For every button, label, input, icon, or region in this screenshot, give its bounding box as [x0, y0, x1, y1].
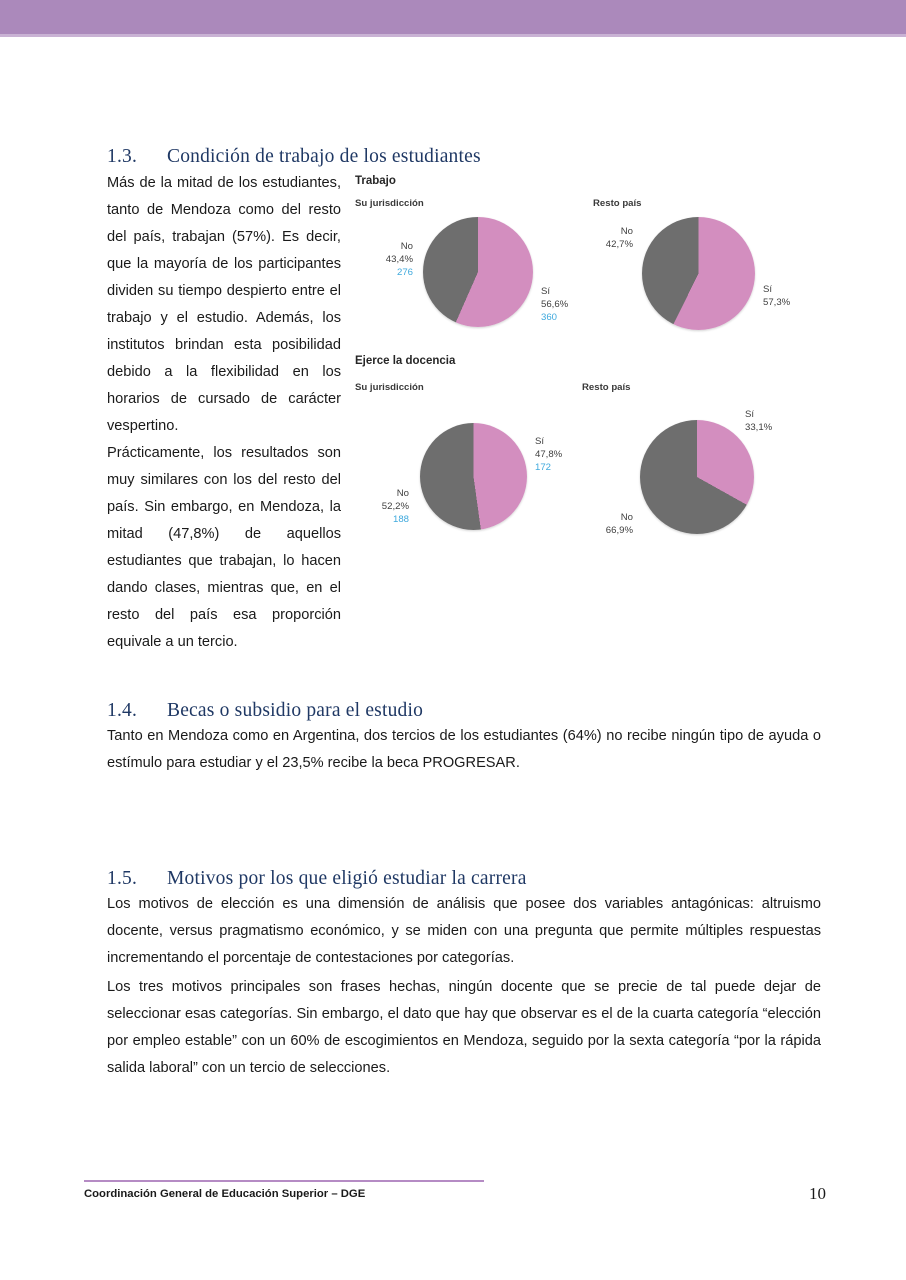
chart-group-title-docencia: Ejerce la docencia [355, 355, 456, 367]
paragraph-1-3-b: Prácticamente, los resultados son muy similares con los del resto del país. Sin embargo, en Mendoza, la mitad (47,8%) de aquellos estudiantes que trabajan, lo hacen dando clases, mientras que, en el resto del país esa proporción equivale a un tercio. [107, 445, 341, 650]
pie-label-no-count: 276 [396, 267, 413, 278]
pie-label-no-percent: 42,7% [605, 239, 633, 250]
chart-subtitle-docencia-resto: Resto país [582, 382, 631, 393]
pie-label-si-percent: 57,3% [763, 297, 791, 308]
pie-slices [420, 423, 527, 530]
chart-group-title-trabajo: Trabajo [355, 175, 396, 187]
section-heading-1-3 [107, 146, 481, 168]
pie-label-no-name: No [620, 512, 633, 523]
section-title: Becas o subsidio para el estudio [167, 700, 424, 721]
pie-label-no-percent: 43,4% [385, 254, 413, 265]
pie-label-no-name: No [396, 488, 409, 499]
page-number: 10 [809, 1184, 826, 1203]
pie-label-si-name: Sí [541, 286, 551, 297]
header-band [0, 0, 906, 34]
charts-figure [355, 170, 825, 560]
pie-label-no-percent: 66,9% [605, 525, 633, 536]
chart-subtitle-trabajo-jurisdiccion: Su jurisdicción [355, 198, 424, 209]
section-heading-1-5 [107, 868, 527, 890]
section-title: Condición de trabajo de los estudiantes [167, 146, 481, 167]
section-number: 1.4. [107, 700, 138, 721]
pie-label-no-count: 188 [392, 514, 409, 525]
pie-label-no [357, 487, 409, 526]
pie-label-si [745, 408, 805, 434]
pie-slices [642, 217, 755, 330]
pie-label-si-percent: 47,8% [535, 449, 563, 460]
paragraph-1-5-a: Los motivos de elección es una dimensión de análisis que posee dos variables antagónicas: altruismo docente, versus pragmatismo económico, y se miden con una pregunta que permite múltiples respuestas incrementando el porcentaje de contestaciones por categorías. [107, 896, 821, 966]
pie-label-si-name: Sí [535, 436, 545, 447]
pie-label-si [763, 283, 823, 309]
pie-label-no-percent: 52,2% [381, 501, 409, 512]
chart-subtitle-docencia-jurisdiccion: Su jurisdicción [355, 382, 424, 393]
pie-label-si-name: Sí [745, 409, 755, 420]
section-number: 1.3. [107, 146, 138, 167]
paragraph-1-3-a: Más de la mitad de los estudiantes, tanto de Mendoza como del resto del país, trabajan (57%). Es decir, que la mayoría de los participantes dividen su tiempo despierto entre el trabajo y el estudio. Además, los institutos brindan esta posibilidad debido a la flexibilidad en los horarios de cursado de carácter vespertino. [107, 175, 341, 434]
pie-label-no [361, 240, 413, 279]
pie-label-no [577, 511, 633, 537]
paragraph-1-4-a: Tanto en Mendoza como en Argentina, dos tercios de los estudiantes (64%) no recibe ningún tipo de ayuda o estímulo para estudiar y el 23,5% recibe la beca PROGRESAR. [107, 728, 821, 771]
header-band-edge [0, 34, 906, 37]
chart-subtitle-trabajo-resto: Resto país [593, 198, 642, 209]
section-heading-1-4 [107, 700, 423, 722]
pie-label-si-name: Sí [763, 284, 773, 295]
pie-label-no-name: No [400, 241, 413, 252]
pie-label-no-name: No [620, 226, 633, 237]
pie-slices [640, 420, 754, 534]
pie-slices [423, 217, 533, 327]
section-title: Motivos por los que eligió estudiar la carrera [167, 868, 527, 889]
section-number: 1.5. [107, 868, 138, 889]
pie-label-si-percent: 33,1% [745, 422, 773, 433]
pie-label-no [577, 225, 633, 251]
pie-label-si-percent: 56,6% [541, 299, 569, 310]
footer-label: Coordinación General de Educación Superior – DGE [84, 1188, 366, 1200]
pie-label-si [541, 285, 601, 324]
paragraph-1-5-b: Los tres motivos principales son frases hechas, ningún docente que se precie de tal puede dejar de seleccionar esas categorías. Sin embargo, el dato que hay que observar es el de la cuarta categoría “elección por empleo estable” con un 60% de escogimientos en Mendoza, seguido por la sexta categoría “por la rápida salida laboral” con un tercio de selecciones. [107, 979, 821, 1076]
pie-label-si-count: 360 [541, 312, 558, 323]
footer-divider [84, 1180, 484, 1182]
pie-label-si-count: 172 [535, 462, 552, 473]
pie-label-si [535, 435, 595, 474]
